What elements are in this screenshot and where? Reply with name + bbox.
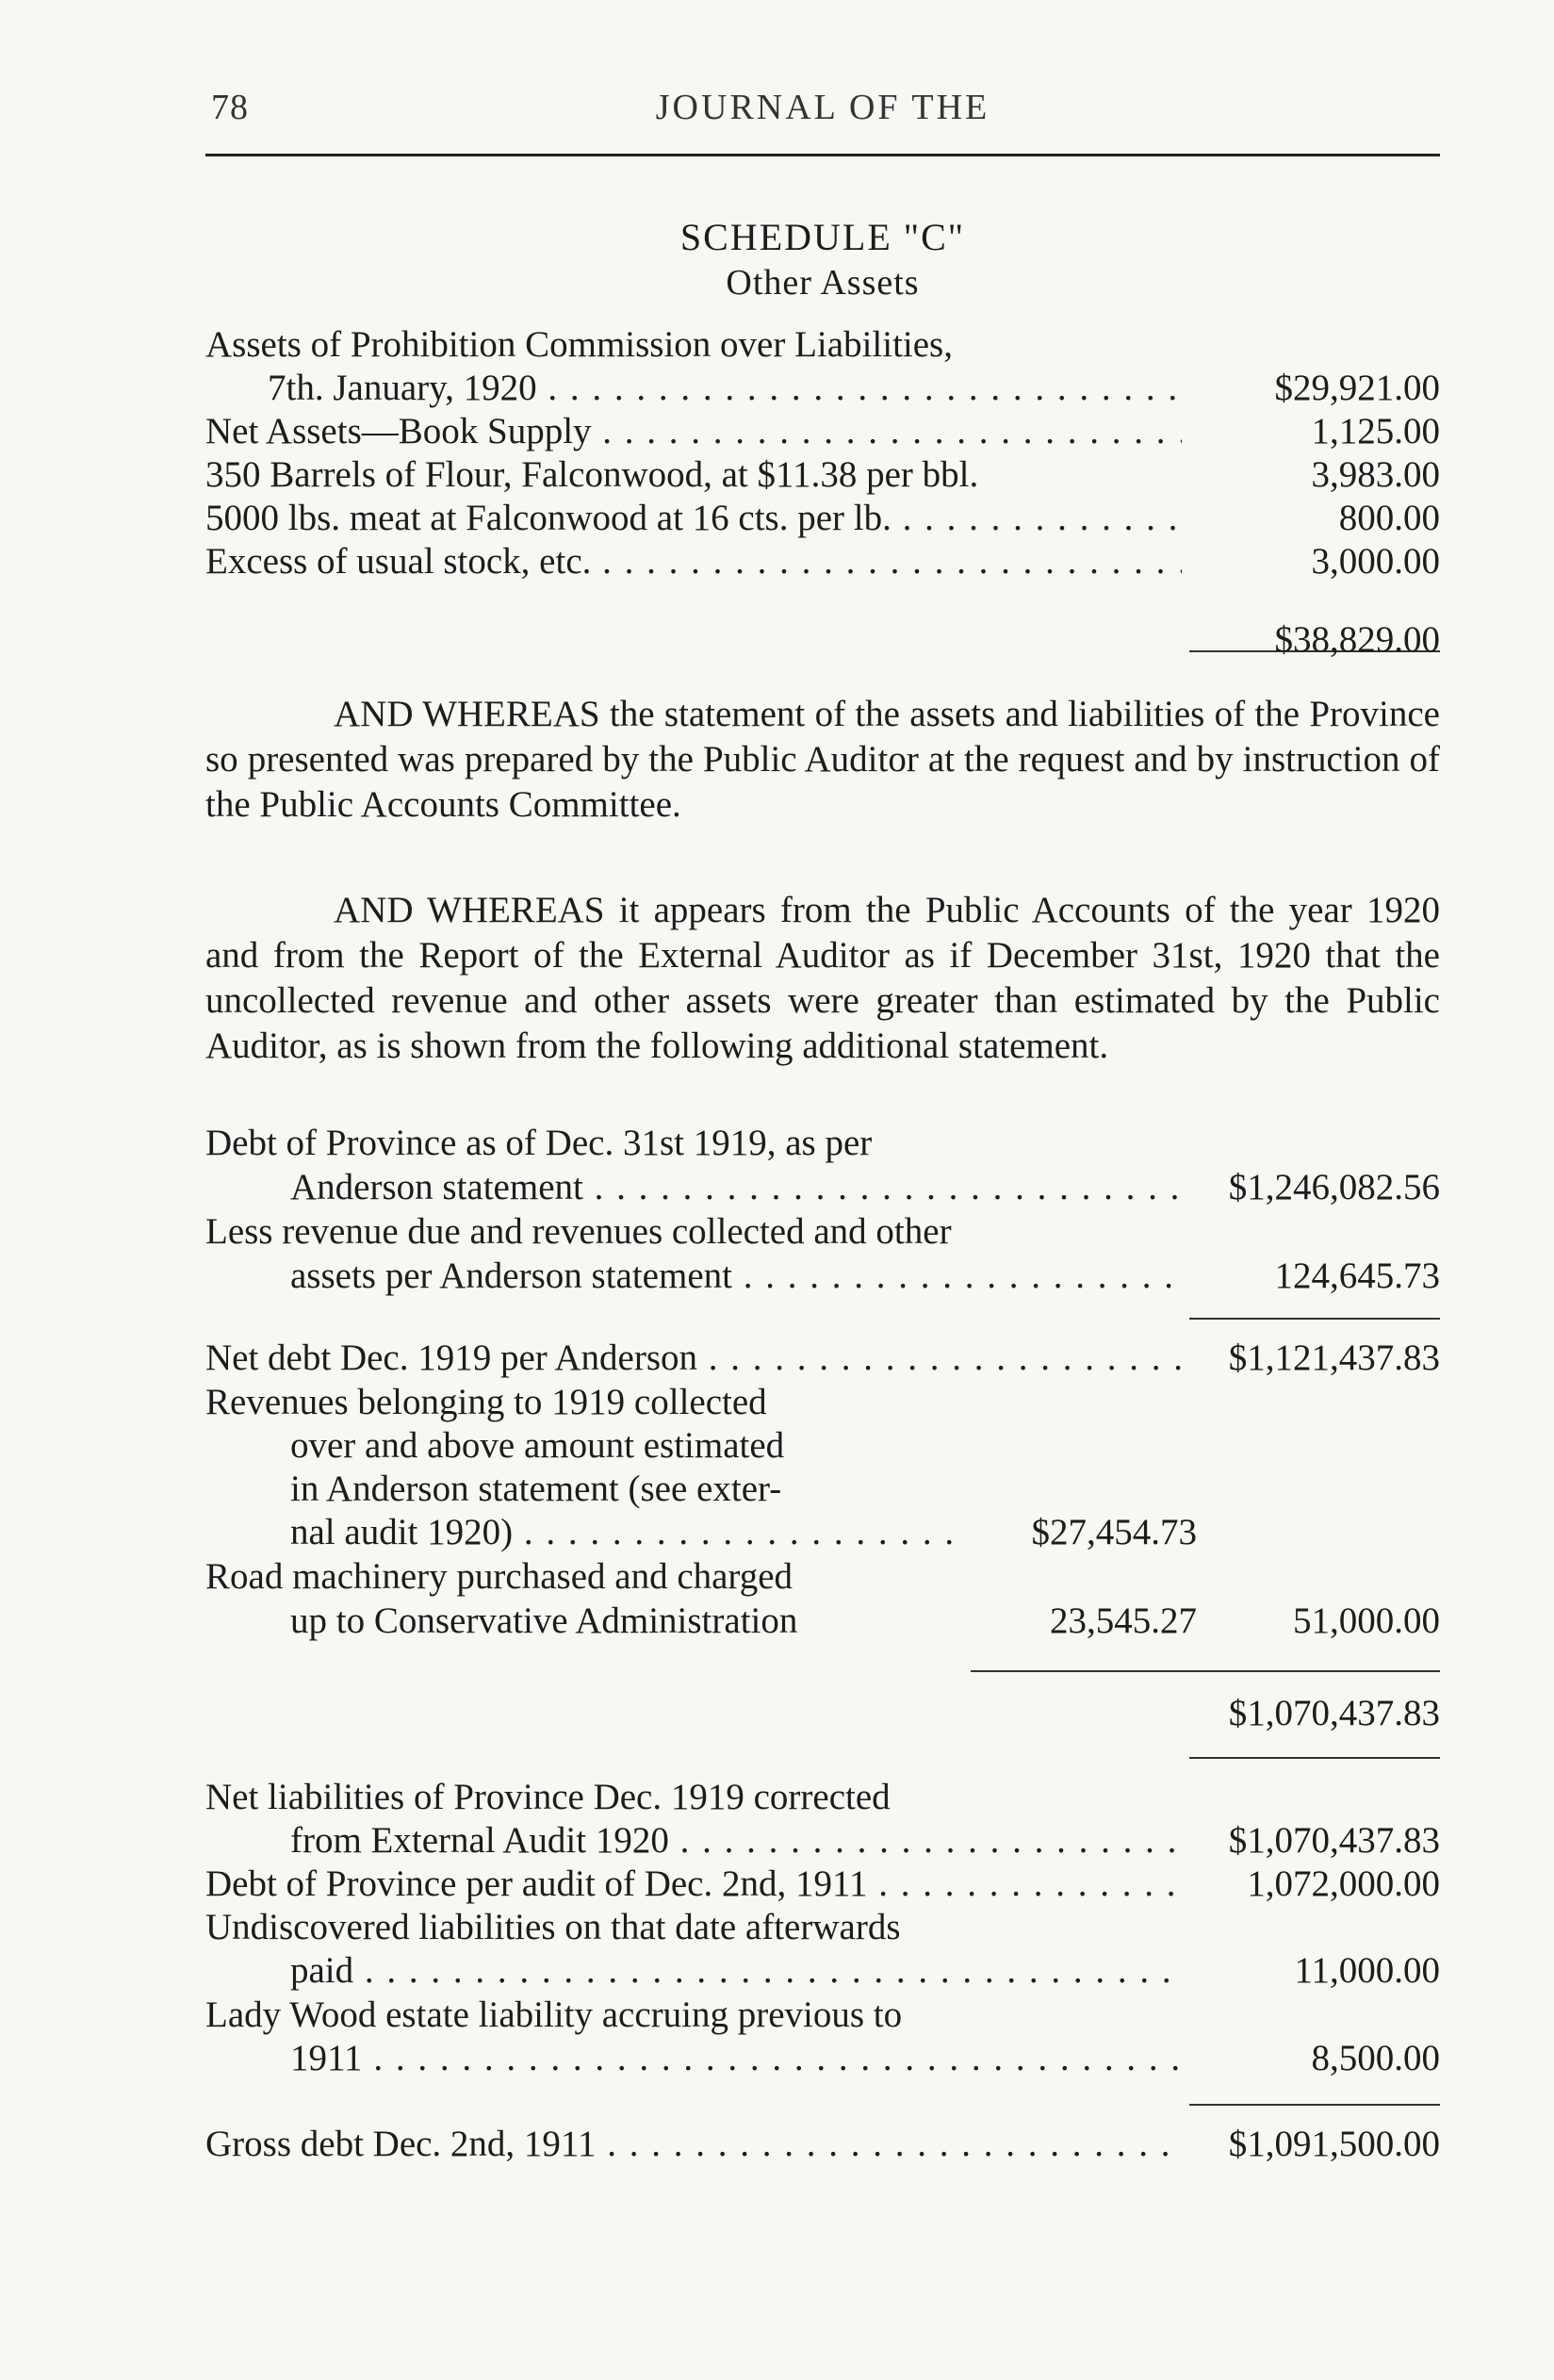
statement-net-amount: $1,121,437.83 <box>1228 1338 1440 1378</box>
schedule-total: $38,829.00 <box>1274 619 1440 660</box>
paragraph-1 <box>205 692 1440 877</box>
statement-road-line2: up to Conservative Administration <box>290 1600 798 1641</box>
schedule-item-1-line1: Assets of Prohibition Commission over Liabilities, <box>205 324 953 365</box>
schedule-item-4-amount: 800.00 <box>1338 498 1440 538</box>
liabilities-rule <box>1189 2104 1440 2106</box>
statement-rule-1 <box>1189 1318 1440 1320</box>
statement-less-amount: 124,645.73 <box>1274 1256 1440 1296</box>
paragraph-2 <box>205 888 1440 1124</box>
statement-rev-line2: over and above amount estimated <box>290 1425 785 1466</box>
liabilities-net-line2: from External Audit 1920 . . . <box>290 1819 1184 1863</box>
statement-less-line2: assets per Anderson statement . . . <box>290 1255 1184 1298</box>
liabilities-net-amount: $1,070,437.83 <box>1228 1820 1440 1861</box>
page-number: 78 <box>211 88 249 127</box>
statement-rule-3 <box>1189 1757 1440 1759</box>
statement-less-line1: Less revenue due and revenues collected and other <box>205 1211 952 1252</box>
schedule-subtitle: Other Assets <box>726 263 920 303</box>
paragraph-2-text: AND WHEREAS it appears from the Public Accounts of the year 1920 and from the Report of the External Auditor as if December 31st, 1920 that the uncollected revenue and other assets were greater than estimated by the Public Auditor, as is shown from the following additional statement. <box>205 890 1440 1066</box>
liabilities-debt-amount: 1,072,000.00 <box>1247 1863 1440 1904</box>
paragraph-1-text: AND WHEREAS the statement of the assets and liabilities of the Province so presented was prepared by the Public Auditor at the request and by instruction of the Public Accounts Committee. <box>205 694 1440 825</box>
schedule-item-2-label: Net Assets—Book Supply . . . <box>205 410 1182 453</box>
liabilities-lady-wood-amount: 8,500.00 <box>1311 2038 1440 2078</box>
page-header <box>205 87 1440 134</box>
header-rule <box>205 154 1440 156</box>
statement-debt-amount: $1,246,082.56 <box>1228 1167 1440 1207</box>
liabilities-undiscovered-line2: paid . . . <box>290 1949 1184 1993</box>
schedule-item-3-label: 350 Barrels of Flour, Falconwood, at $11.38 per bbl. <box>205 454 979 495</box>
running-head: JOURNAL OF THE <box>655 88 990 127</box>
schedule-title: SCHEDULE "C" <box>679 216 966 258</box>
statement-debt-line2: Anderson statement . . . <box>290 1166 1184 1209</box>
statement-net-line: Net debt Dec. 1919 per Anderson . . . <box>205 1337 1184 1380</box>
schedule-item-4-label: 5000 lbs. meat at Falconwood at 16 cts. per lb. . . . <box>205 497 1182 540</box>
schedule-item-5-label: Excess of usual stock, etc. . . . <box>205 540 1182 583</box>
statement-subtotal: $1,070,437.83 <box>1228 1693 1440 1733</box>
schedule-item-2-amount: 1,125.00 <box>1311 411 1440 451</box>
statement-road-line1: Road machinery purchased and charged <box>205 1556 793 1597</box>
liabilities-gross-line: Gross debt Dec. 2nd, 1911 . . . <box>205 2123 1184 2166</box>
statement-debt-line1: Debt of Province as of Dec. 31st 1919, as per <box>205 1123 873 1163</box>
statement-rev-line3: in Anderson statement (see exter- <box>290 1469 782 1509</box>
statement-rev-line1: Revenues belonging to 1919 collected <box>205 1382 767 1422</box>
liabilities-gross-amount: $1,091,500.00 <box>1228 2124 1440 2164</box>
liabilities-undiscovered-amount: 11,000.00 <box>1294 1950 1440 1991</box>
liabilities-net-line1: Net liabilities of Province Dec. 1919 corrected <box>205 1777 891 1817</box>
liabilities-lady-wood-line1: Lady Wood estate liability accruing previous to <box>205 1994 903 2035</box>
statement-rev-line4: nal audit 1920) . . . <box>290 1511 965 1554</box>
schedule-item-3-amount: 3,983.00 <box>1311 454 1440 495</box>
liabilities-undiscovered-line1: Undiscovered liabilities on that date afterwards <box>205 1907 901 1947</box>
statement-road-total: 51,000.00 <box>1293 1600 1440 1641</box>
statement-rev-amount: $27,454.73 <box>1031 1512 1197 1552</box>
schedule-item-1-amount: $29,921.00 <box>1274 368 1440 408</box>
statement-rule-2 <box>971 1670 1440 1672</box>
statement-road-amount: 23,545.27 <box>1050 1600 1197 1641</box>
liabilities-debt-line: Debt of Province per audit of Dec. 2nd, 1911 . . . <box>205 1863 1184 1906</box>
schedule-item-1-line2: 7th. January, 1920 . . . <box>268 367 1182 410</box>
schedule-item-5-amount: 3,000.00 <box>1311 541 1440 582</box>
liabilities-lady-wood-line2: 1911 . . . <box>290 2037 1184 2080</box>
